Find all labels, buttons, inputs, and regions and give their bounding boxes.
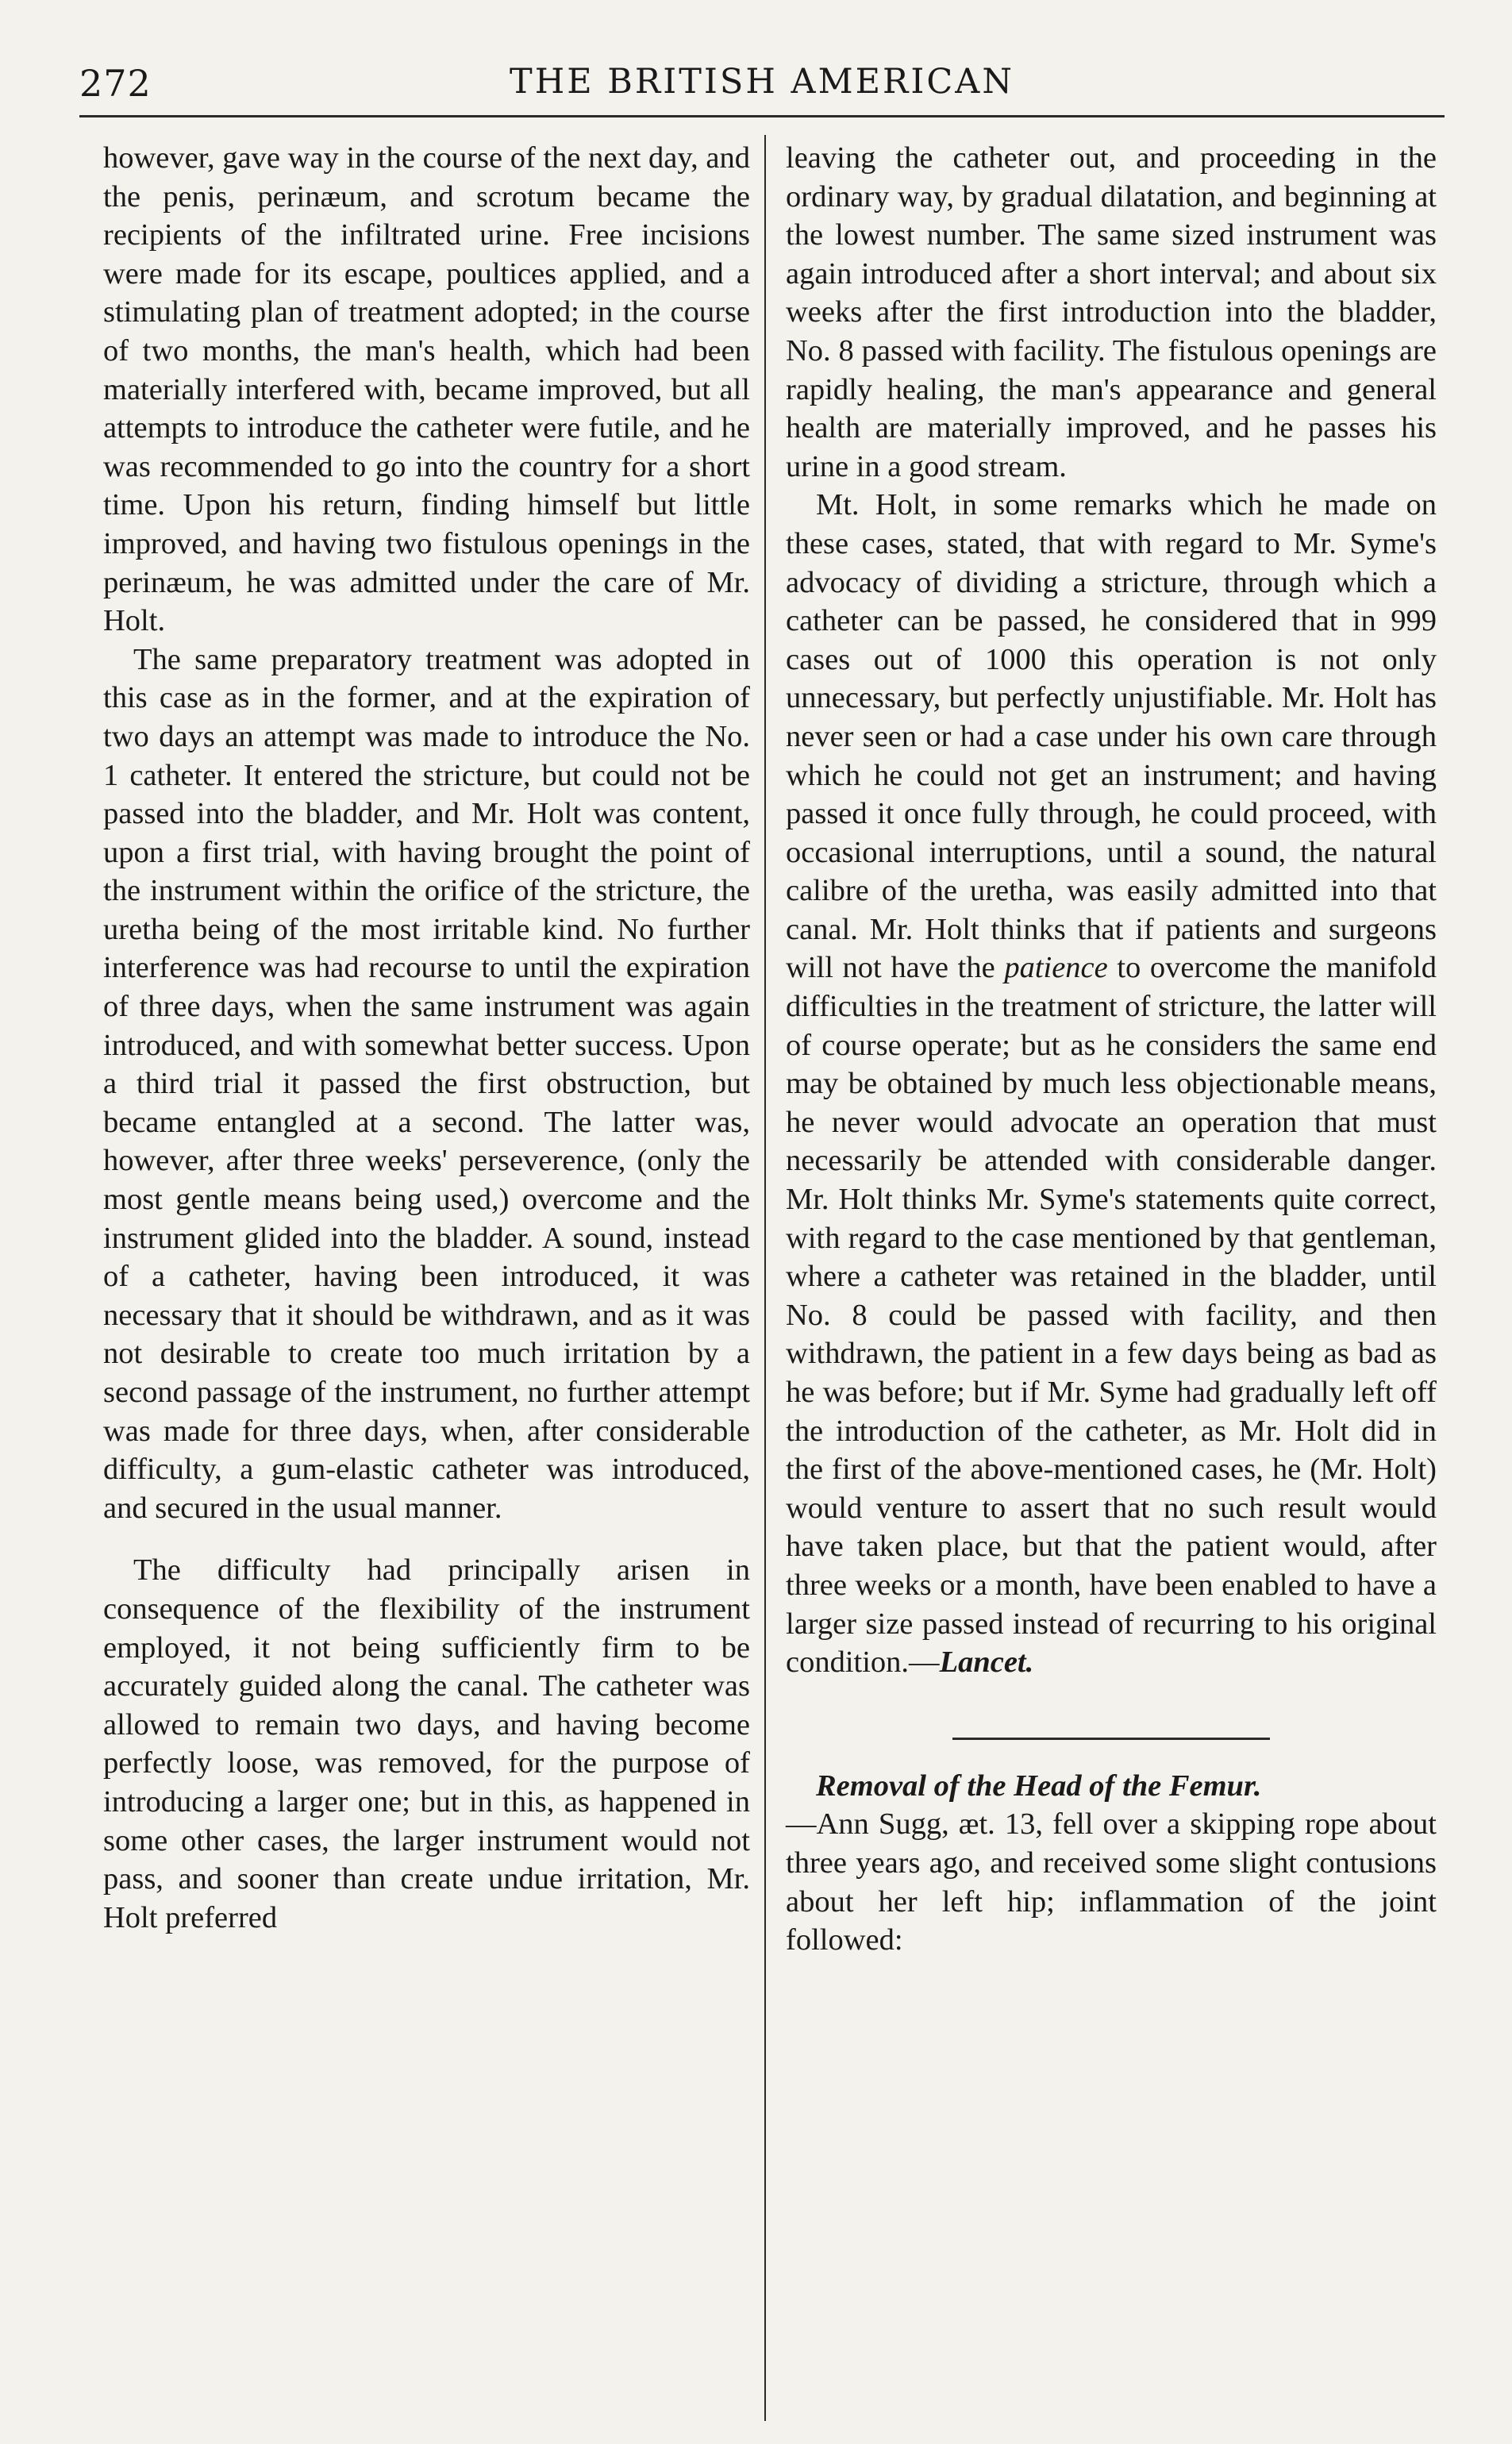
right-paragraph-1: leaving the catheter out, and proceeding in the ordinary way, by gradual dilatation, and beginning at the lowest number. The same sized instrument was again introduced after a short interval; and about six weeks after the first introduction into the bladder, No. 8 passed with facility. The fistulous openings are rapidly healing, the man's appearance and general health are materially improved, and he passes his urine in a good stream. (786, 141, 1437, 483)
right-paragraph-2-part-a: Mt. Holt, in some remarks which he made on these cases, stated, that with regard to Mr. Syme's advocacy of dividing a stricture, through which a catheter can be passed, he considered that in 999 cases out of 1000 this operation is not only unnecessary, but perfectly unjustifiable. Mr. Holt has never seen or had a case under his own care through which he could not get an instrument; and having passed it once fully through, he could proceed, with occasional interruptions, until a sound, the natural calibre of the uretha, was easily admitted into that canal. Mr. Holt thinks that if patients and surgeons will not have the (786, 488, 1437, 985)
right-paragraph-2-part-b: to overcome the manifold difficulties in the treatment of stricture, the latter will of course operate; but as he considers the same end may be obtained by much less objectionable means, he never would advocate an operation that must necessarily be attended with considerable danger. Mr. Holt thinks Mr. Syme's statements quite correct, with regard to the case mentioned by that gentleman, where a catheter was retained in the bladder, until No. 8 could be passed with facility, and then withdrawn, the patient in a few days being as bad as he was before; but if Mr. Syme had gradually left off the introduction of the catheter, as Mr. Holt did in the first of the above-mentioned cases, he (Mr. Holt) would venture to assert that no such result would have taken place, but that the patient would, after three weeks or a month, have been enabled to have a larger size passed instead of recurring to his original condition.— (786, 951, 1437, 1680)
left-column (103, 139, 750, 1937)
section-title: Removal of the Head of the Femur. (816, 1769, 1262, 1803)
right-column (786, 139, 1437, 1960)
column-divider (764, 135, 766, 2421)
page-header (79, 62, 1445, 110)
left-paragraph-1: however, gave way in the course of the next day, and the penis, perinæum, and scrotum became the recipients of the infiltrated urine. Free incisions were made for its escape, poultices applied, and a stimulating plan of treatment adopted; in the course of two months, the man's health, which had been materially interfered with, became improved, but all attempts to introduce the catheter were futile, and he was recommended to go into the country for a short time. Upon his return, finding himself but little improved, and having two fistulous openings in the perinæum, he was admitted under the care of Mr. Holt. (103, 141, 750, 638)
source-citation: Lancet. (939, 1645, 1034, 1680)
section-rule (952, 1738, 1270, 1740)
right-paragraph-2 (786, 486, 1437, 1681)
header-rule (79, 115, 1445, 117)
left-paragraph-2: The same preparatory treatment was adopted in this case as in the former, and at the expiration of two days an attempt was made to introduce the No. 1 catheter. It entered the stricture, but could not be passed into the bladder, and Mr. Holt was content, upon a first trial, with having brought the point of the instrument within the orifice of the stricture, the uretha being of the most irritable kind. No further interference was had recourse to until the expiration of three days, when the same instrument was again introduced, and with somewhat better success. Upon a third trial it passed the first obstruction, but became entangled at a second. The latter was, however, after three weeks' perseverence, (only the most gentle means being used,) overcome and the instrument glided into the bladder. A sound, instead of a catheter, having been introduced, it was necessary that it should be withdrawn, and as it was not desirable to create too much irritation by a second passage of the instrument, no further attempt was made for three days, when, after considerable difficulty, a gum-elastic catheter was introduced, and secured in the usual manner. (103, 642, 750, 1525)
running-title: THE BRITISH AMERICAN (510, 62, 1014, 102)
page-number: 272 (79, 62, 152, 105)
right-paragraph-3 (786, 1767, 1437, 1960)
left-paragraph-3: The difficulty had principally arisen in consequence of the flexibility of the instrument employed, it not being sufficiently firm to be accurately guided along the canal. The catheter was allowed to remain two days, and having become perfectly loose, was removed, for the purpose of introducing a larger one; but in this, as happened in some other cases, the larger instrument would not pass, and sooner than create undue irritation, Mr. Holt preferred (103, 1553, 750, 1934)
right-paragraph-3-text: —Ann Sugg, æt. 13, fell over a skipping rope about three years ago, and received some slight contusions about her left hip; inflammation of the joint followed: (786, 1807, 1437, 1957)
emphasis-patience: patience (1004, 951, 1108, 985)
